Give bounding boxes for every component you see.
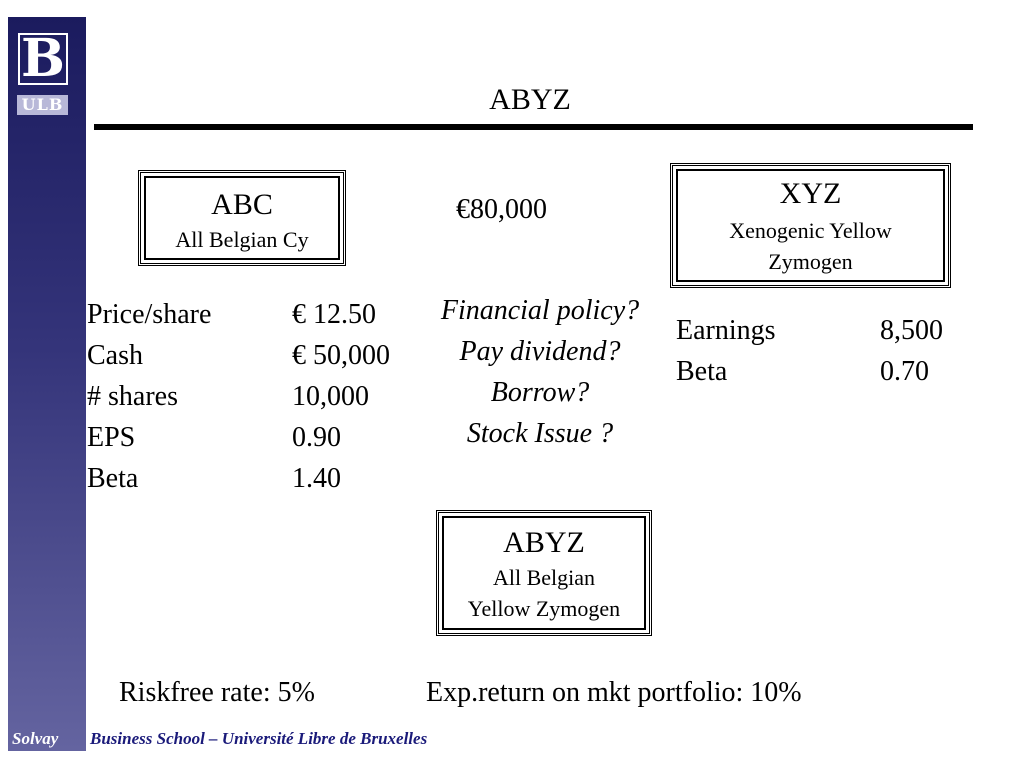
abyz-full-name-line1: All Belgian <box>492 565 596 590</box>
market-return: Exp.return on mkt portfolio: 10% <box>426 677 802 708</box>
footer-school: Business School – Université Libre de Bruxelles <box>90 729 428 748</box>
xyz-row-value: 0.70 <box>880 356 929 387</box>
question-item: Borrow? <box>490 377 590 408</box>
sidebar-band <box>8 17 86 751</box>
abyz-name: ABYZ <box>503 526 585 559</box>
solvay-logo <box>18 28 68 89</box>
abc-company-box <box>138 170 346 266</box>
xyz-name: XYZ <box>779 177 842 210</box>
xyz-row-label: Beta <box>676 356 728 387</box>
xyz-row-label: Earnings <box>676 315 776 346</box>
xyz-full-name-line1: Xenogenic Yellow <box>729 218 892 243</box>
abc-row-label: EPS <box>87 422 136 453</box>
abc-row-value: € 50,000 <box>292 340 390 371</box>
ulb-logo: ULB <box>17 95 68 115</box>
slide-title: ABYZ <box>489 83 571 116</box>
abc-row-value: 0.90 <box>292 422 341 453</box>
footer-solvay: Solvay <box>12 729 59 748</box>
title-rule <box>94 124 973 130</box>
abc-row-value: 10,000 <box>292 381 369 412</box>
abc-row-value: 1.40 <box>292 463 341 494</box>
question-item: Pay dividend? <box>459 336 621 367</box>
abc-row-value: € 12.50 <box>292 299 376 330</box>
abc-row-label: Cash <box>87 340 143 371</box>
logo-monogram: B <box>21 28 65 89</box>
xyz-company-box <box>670 163 951 288</box>
abc-row-label: Beta <box>87 463 139 494</box>
riskfree-rate: Riskfree rate: 5% <box>119 677 315 708</box>
acquisition-price: €80,000 <box>456 194 547 225</box>
abc-name: ABC <box>211 188 273 221</box>
abc-full-name: All Belgian Cy <box>175 227 309 252</box>
xyz-row-value: 8,500 <box>880 315 943 346</box>
question-item: Stock Issue ? <box>466 418 614 449</box>
abyz-company-box <box>436 510 652 636</box>
abyz-full-name-line2: Yellow Zymogen <box>467 596 621 621</box>
abc-row-label: Price/share <box>87 299 212 330</box>
xyz-full-name-line2: Zymogen <box>768 249 853 274</box>
question-item: Financial policy? <box>440 295 640 326</box>
abc-row-label: # shares <box>87 381 178 412</box>
